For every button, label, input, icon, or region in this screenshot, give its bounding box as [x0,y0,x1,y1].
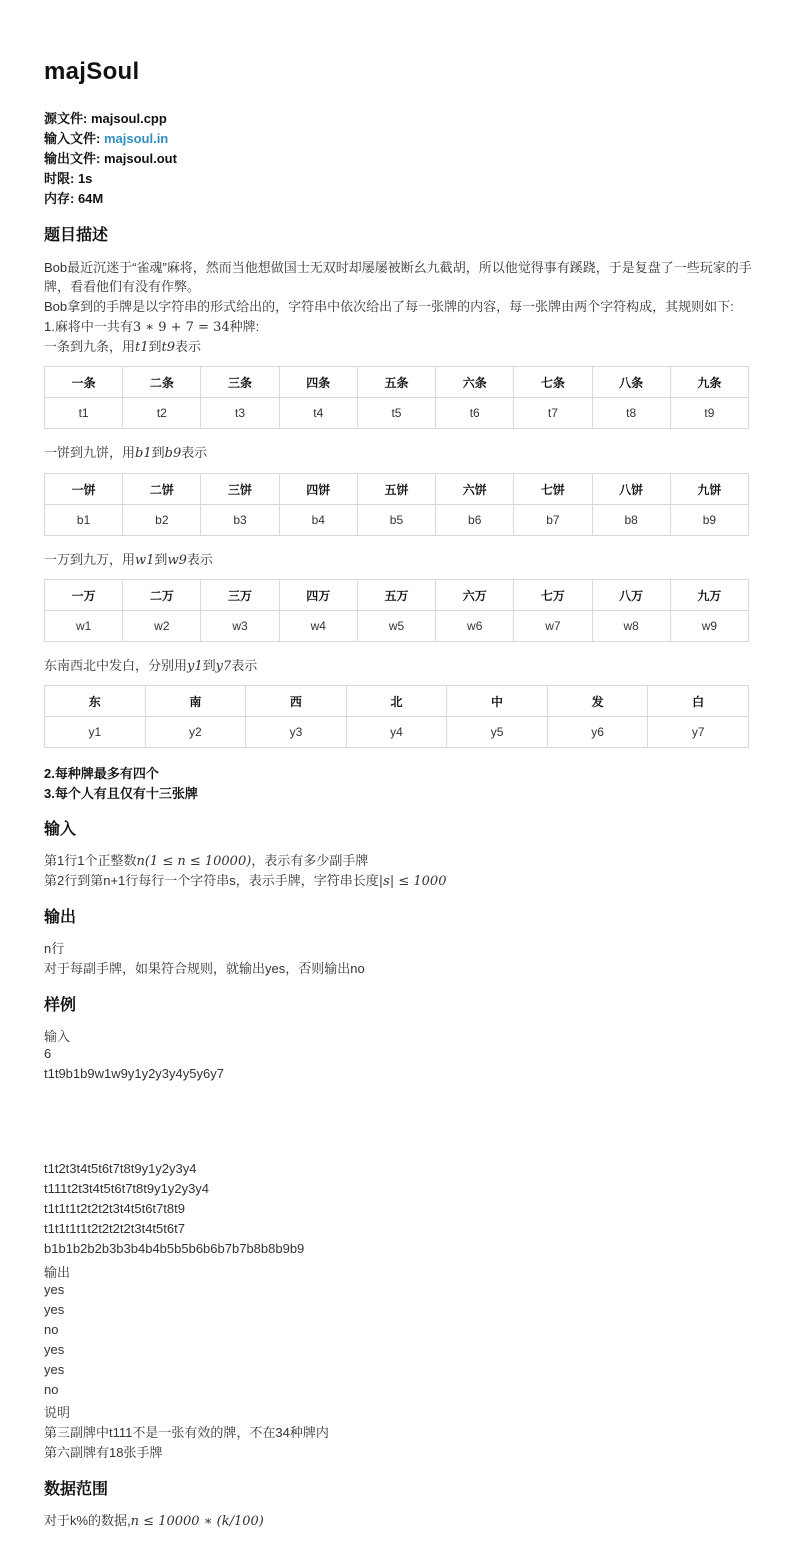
line4-post: 种牌: [229,319,260,334]
wan-header-row [45,580,749,611]
zi-header-row [45,686,749,717]
bing-header-row [45,474,749,505]
rule-zi-pre: 东南西北中发白，分别用 [44,658,188,673]
wan-code: w4 [279,611,357,642]
wan-header: 九万 [670,580,748,611]
rule-zi-post: 表示 [231,658,258,673]
zi-header: 北 [346,686,447,717]
sample-heading: 样例 [44,997,77,1014]
input-line-2 [44,870,446,889]
zi-header: 南 [145,686,246,717]
rule-wan [44,549,213,568]
sample-output-line: yes [44,1282,65,1297]
description-line-3: Bob拿到的手牌是以字符串的形式给出的，字符串中依次给出了每一张牌的内容，每一张牌由两个字符构成，其规则如下: [44,299,734,314]
zi-code: y6 [547,717,648,748]
input-file-link[interactable]: majsoul.in [103,131,169,146]
bing-code: b3 [201,505,279,536]
bing-code: b7 [514,505,592,536]
sample-input-line: b1b1b2b2b3b3b4b4b5b5b6b6b7b7b8b8b9b9 [44,1241,305,1256]
wan-header: 八万 [592,580,670,611]
zi-table [44,685,749,748]
tiao-table [44,366,749,429]
sample-input-line: t111t2t3t4t5t6t7t8t9y1y2y3y4 [44,1181,210,1196]
bing-table [44,473,749,536]
input-line-2-math: |s| ≤ 1000 [378,874,447,889]
zi-header: 西 [246,686,347,717]
wan-code-row [45,611,749,642]
rule-bing [44,442,207,461]
input-line-1-pre: 第1行1个正整数 [44,853,137,868]
tiao-header: 二条 [123,367,201,398]
sample-output-line: no [44,1382,59,1397]
meta-output-label: 输出文件: [44,151,104,166]
bing-code: b9 [670,505,748,536]
zi-code: y7 [648,717,749,748]
zi-header: 东 [45,686,146,717]
tiao-header: 三条 [201,367,279,398]
output-line-1: n行 [44,941,65,956]
sample-input-line: t1t1t1t2t2t2t3t4t5t6t7t8t9 [44,1201,185,1216]
tiao-code: t6 [436,398,514,429]
rule-2: 2.每种牌最多有四个 [44,766,159,781]
wan-header: 四万 [279,580,357,611]
tiao-code: t5 [357,398,435,429]
tiao-code: t8 [592,398,670,429]
rule-tiao [44,336,201,355]
meta-source-value: majsoul.cpp [90,111,167,126]
rule-bing-b: b9 [164,446,182,461]
rule-bing-mid: 到 [151,445,165,460]
input-line-1-math: n(1 ≤ n ≤ 10000) [136,854,252,869]
sample-input-line: t1t9b1b9w1w9y1y2y3y4y5y6y7 [44,1066,224,1081]
rule-wan-mid: 到 [154,552,168,567]
rule-tiao-mid: 到 [148,339,162,354]
tiao-header-row [45,367,749,398]
sample-explain-line: 第三副牌中t111不是一张有效的牌，不在34种牌内 [44,1425,329,1440]
rule-bing-pre: 一饼到九饼，用 [44,445,136,460]
wan-header: 一万 [45,580,123,611]
range-heading: 数据范围 [44,1481,109,1498]
tiao-code: t7 [514,398,592,429]
tiao-header: 四条 [279,367,357,398]
wan-code: w5 [357,611,435,642]
description-line-1: Bob最近沉迷于“雀魂”麻将，然而当他想做国士无双时却屡屡被断幺九截胡，所以他觉得事有蹊跷，于是复盘了一些玩家的手 [44,260,752,275]
sample-output-line: yes [44,1362,65,1377]
tiao-header: 一条 [45,367,123,398]
line4-pre: 1.麻将中一共有 [44,319,133,334]
sample-input-label: 输入 [44,1029,71,1044]
zi-header: 中 [447,686,548,717]
meta-source [44,108,167,127]
bing-code-row [45,505,749,536]
tiao-header: 五条 [357,367,435,398]
meta-input [44,128,168,147]
tiao-code-row [45,398,749,429]
meta-input-label: 输入文件: [44,131,104,146]
bing-code: b6 [436,505,514,536]
range-line [44,1510,264,1529]
bing-header: 七饼 [514,474,592,505]
tiao-header: 七条 [514,367,592,398]
bing-code: b5 [357,505,435,536]
rule-tiao-b: t9 [161,340,176,355]
rule-zi-mid: 到 [202,658,216,673]
wan-header: 六万 [436,580,514,611]
rule-tiao-a: t1 [135,340,149,355]
wan-code: w6 [436,611,514,642]
input-line-1 [44,850,368,869]
zi-header: 发 [547,686,648,717]
rule-wan-post: 表示 [186,552,213,567]
rule-wan-pre: 一万到九万，用 [44,552,136,567]
wan-header: 三万 [201,580,279,611]
bing-header: 二饼 [123,474,201,505]
range-line-math: n ≤ 10000 ∗ (k/100) [130,1514,264,1529]
tiao-header: 六条 [436,367,514,398]
wan-table [44,579,749,642]
page-title: majSoul [44,58,140,85]
sample-output-line: yes [44,1302,65,1317]
sample-explain-line: 第六副牌有18张手牌 [44,1445,163,1460]
sample-output-line: no [44,1322,59,1337]
input-line-1-post: ，表示有多少副手牌 [251,853,369,868]
wan-header: 七万 [514,580,592,611]
rule-wan-a: w1 [135,553,155,568]
bing-code: b1 [45,505,123,536]
line4-math: 3 ∗ 9 + 7 = 34 [132,320,230,335]
description-line-4 [44,316,259,335]
input-heading: 输入 [44,821,77,838]
meta-memory [44,188,103,207]
sample-input-line: t1t1t1t1t2t2t2t2t3t4t5t6t7 [44,1221,185,1236]
rule-bing-post: 表示 [181,445,208,460]
wan-code: w7 [514,611,592,642]
zi-header: 白 [648,686,749,717]
wan-code: w8 [592,611,670,642]
rule-tiao-post: 表示 [175,339,202,354]
wan-code: w2 [123,611,201,642]
bing-code: b4 [279,505,357,536]
tiao-header: 九条 [670,367,748,398]
zi-code: y2 [145,717,246,748]
description-heading: 题目描述 [44,227,109,244]
meta-memory-label: 内存: [44,191,78,206]
zi-code-row [45,717,749,748]
range-line-pre: 对于k%的数据, [44,1513,131,1528]
rule-wan-b: w9 [167,553,187,568]
sample-output-line: yes [44,1342,65,1357]
meta-output-value: majsoul.out [103,151,177,166]
output-line-2: 对于每副手牌，如果符合规则，就输出yes，否则输出no [44,961,365,976]
tiao-code: t9 [670,398,748,429]
rule-tiao-pre: 一条到九条，用 [44,339,136,354]
rule-3: 3.每个人有且仅有十三张牌 [44,786,198,801]
bing-header: 五饼 [357,474,435,505]
meta-time [44,168,92,187]
zi-code: y5 [447,717,548,748]
zi-code: y4 [346,717,447,748]
bing-code: b2 [123,505,201,536]
bing-header: 三饼 [201,474,279,505]
sample-output-label: 输出 [44,1265,71,1280]
meta-output [44,148,177,167]
bing-header: 八饼 [592,474,670,505]
meta-time-label: 时限: [44,171,78,186]
bing-header: 四饼 [279,474,357,505]
rule-zi-b: y7 [215,659,232,674]
tiao-code: t2 [123,398,201,429]
sample-explain-label: 说明 [44,1405,71,1420]
rule-bing-a: b1 [135,446,152,461]
bing-code: b8 [592,505,670,536]
output-heading: 输出 [44,909,77,926]
description-line-2: 牌，看看他们有没有作弊。 [44,279,201,294]
zi-code: y3 [246,717,347,748]
sample-input-line: t1t2t3t4t5t6t7t8t9y1y2y3y4 [44,1161,197,1176]
bing-header: 九饼 [670,474,748,505]
sample-input-line: 6 [44,1046,52,1061]
tiao-code: t1 [45,398,123,429]
tiao-header: 八条 [592,367,670,398]
rule-zi-a: y1 [187,659,203,674]
wan-code: w3 [201,611,279,642]
meta-memory-value: 64M [77,191,104,206]
wan-header: 五万 [357,580,435,611]
zi-code: y1 [45,717,146,748]
rule-zi [44,655,257,674]
wan-code: w1 [45,611,123,642]
meta-source-label: 源文件: [44,111,91,126]
input-line-2-pre: 第2行到第n+1行每行一个字符串s，表示手牌，字符串长度 [44,873,379,888]
bing-header: 一饼 [45,474,123,505]
wan-code: w9 [670,611,748,642]
tiao-code: t3 [201,398,279,429]
tiao-code: t4 [279,398,357,429]
meta-time-value: 1s [77,171,93,186]
wan-header: 二万 [123,580,201,611]
bing-header: 六饼 [436,474,514,505]
